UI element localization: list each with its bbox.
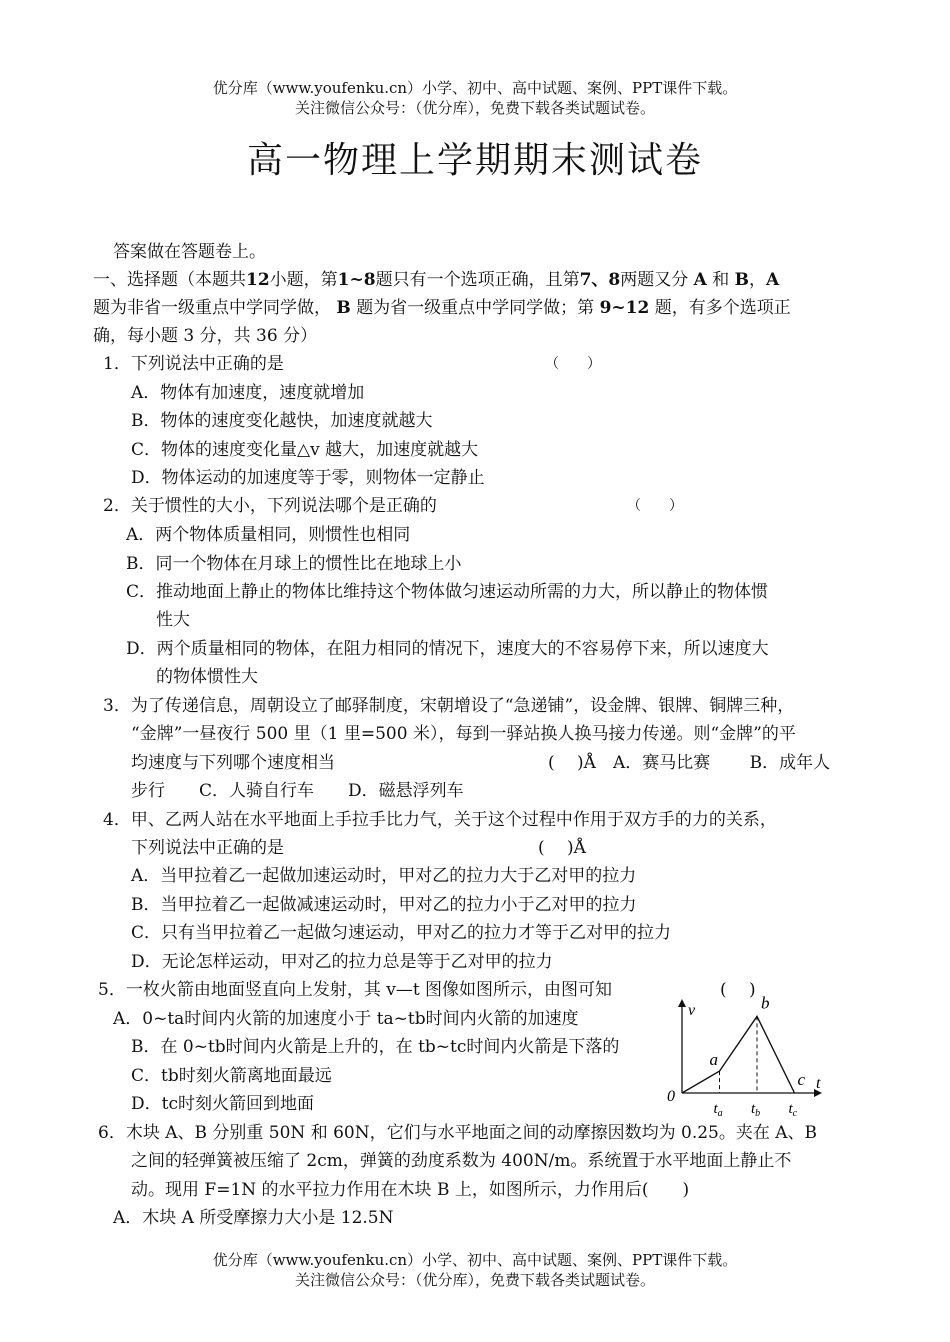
q4-line-2: 下列说法中正确的是 [131,838,284,858]
q4-option-a: A．当甲拉着乙一起做加速运动时，甲对乙的拉力大于乙对甲的拉力 [131,866,637,886]
q4-line-2-tail: ( )Å [538,838,586,858]
point-label-b: b [761,993,770,1013]
point-label-a: a [709,1050,718,1070]
q1-option-c: C．物体的速度变化量△v 越大，加速度就越大 [131,440,479,460]
q2-option-b: B．同一个物体在月球上的惯性比在地球上小 [126,554,462,574]
point-label-c: c [797,1070,806,1089]
q2-option-c-line-1: C．推动地面上静止的物体比维持这个物体做匀速运动所需的力大，所以静止的物体惯 [126,582,769,602]
q1-stem: 1．下列说法中正确的是 [103,354,284,374]
answer-note: 答案做在答题卷上。 [113,242,266,262]
q3-line-3-tail: ( )Å A．赛马比赛 B．成年人 [548,753,831,773]
q6-line-3: 动。现用 F=1N 的水平拉力作用在木块 B 上，如图所示，力作用后( ) [131,1180,690,1200]
q1-option-d: D．物体运动的加速度等于零，则物体一定静止 [131,468,485,488]
x-axis-label: t [816,1075,821,1092]
q6-option-a: A．木块 A 所受摩擦力大小是 12.5N [113,1208,394,1228]
q1-option-a: A．物体有加速度，速度就增加 [131,383,365,403]
section1-line-1: 一、选择题（本题共12小题，第1~8题只有一个选项正确，且第7、8两题又分 A 和 B，A [93,270,780,290]
q3-line-1: 3．为了传递信息，周朝设立了邮驿制度，宋朝增设了“急递铺”，设金牌、银牌、铜牌三种， [103,696,795,716]
q2-stem: 2．关于惯性的大小，下列说法哪个是正确的 [103,496,437,516]
q1-option-b: B．物体的速度变化越快，加速度就越大 [131,411,433,431]
q6-line-1: 6．木块 A、B 分别重 50N 和 60N，它们与水平地面之间的动摩擦因数均为 0.25。夹在 A、B [98,1123,818,1143]
q3-line-4: 步行 C．人骑自行车 D．磁悬浮列车 [131,781,464,801]
page-title: 高一物理上学期期末测试卷 [246,140,703,181]
footer-line-1: 优分库（www.youfenku.cn）小学、初中、高中试题、案例、PPT课件下载。 [212,1251,738,1269]
q2-option-d-line-2: 的物体惯性大 [156,667,258,687]
velocity-time-chart [662,985,842,1120]
q6-line-2: 之间的轻弹簧被压缩了 2cm，弹簧的劲度系数为 400N/m。系统置于水平地面上静止不 [131,1151,792,1171]
y-axis-label: v [688,1002,696,1019]
q4-option-b: B．当甲拉着乙一起做减速运动时，甲对乙的拉力小于乙对甲的拉力 [131,895,637,915]
q4-option-c: C．只有当甲拉着乙一起做匀速运动，甲对乙的拉力才等于乙对甲的拉力 [131,923,672,943]
origin-label: 0 [667,1088,675,1105]
q2-option-a: A．两个物体质量相同，则惯性也相同 [126,525,411,545]
tick-label-ta: $t_a$ [713,1101,723,1119]
section1-line-3: 确，每小题 3 分，共 36 分） [93,326,318,346]
footer-line-2: 关注微信公众号：（优分库），免费下载各类试题试卷。 [294,1271,655,1289]
q2-option-d-line-1: D．两个质量相同的物体，在阻力相同的情况下，速度大的不容易停下来，所以速度大 [126,639,769,659]
q1-answer-blank: （ ） [545,356,601,372]
header-line-2: 关注微信公众号：（优分库），免费下载各类试题试卷。 [294,99,655,117]
header-line-1: 优分库（www.youfenku.cn）小学、初中、高中试题、案例、PPT课件下载。 [212,79,738,97]
q5-answer-blank: ( ) [720,980,756,1000]
y-axis-arrow [678,999,686,1007]
tick-label-tc: $t_c$ [788,1101,798,1119]
q3-line-3: 均速度与下列哪个速度相当 [131,753,335,773]
q5-option-c: C．tb时刻火箭离地面最远 [131,1066,332,1086]
q2-option-c-line-2: 性大 [156,610,190,630]
q5-option-b: B．在 0~tb时间内火箭是上升的，在 tb~tc时间内火箭是下落的 [131,1037,620,1057]
q3-line-2: “金牌”一昼夜行 500 里（1 里=500 米），每到一驿站换人换马接力传递。则“金牌”的平 [131,724,796,744]
section1-line-2: 题为非省一级重点中学同学做， B 题为省一级重点中学同学做；第 9~12 题，有多个选项正 [93,298,791,318]
q5-option-d: D．tc时刻火箭回到地面 [131,1094,314,1114]
q5-option-a: A．0~ta时间内火箭的加速度小于 ta~tb时间内火箭的加速度 [113,1009,579,1029]
q5-stem: 5．一枚火箭由地面竖直向上发射，其 v—t 图像如图所示，由图可知 [98,980,613,1000]
velocity-series-line [682,1016,795,1093]
q4-option-d: D．无论怎样运动，甲对乙的拉力总是等于乙对甲的拉力 [131,952,553,972]
q2-answer-blank: （ ） [627,498,683,514]
q4-line-1: 4．甲、乙两人站在水平地面上手拉手比力气，关于这个过程中作用于双方手的力的关系， [103,810,777,830]
tick-label-tb: $t_b$ [751,1101,761,1119]
